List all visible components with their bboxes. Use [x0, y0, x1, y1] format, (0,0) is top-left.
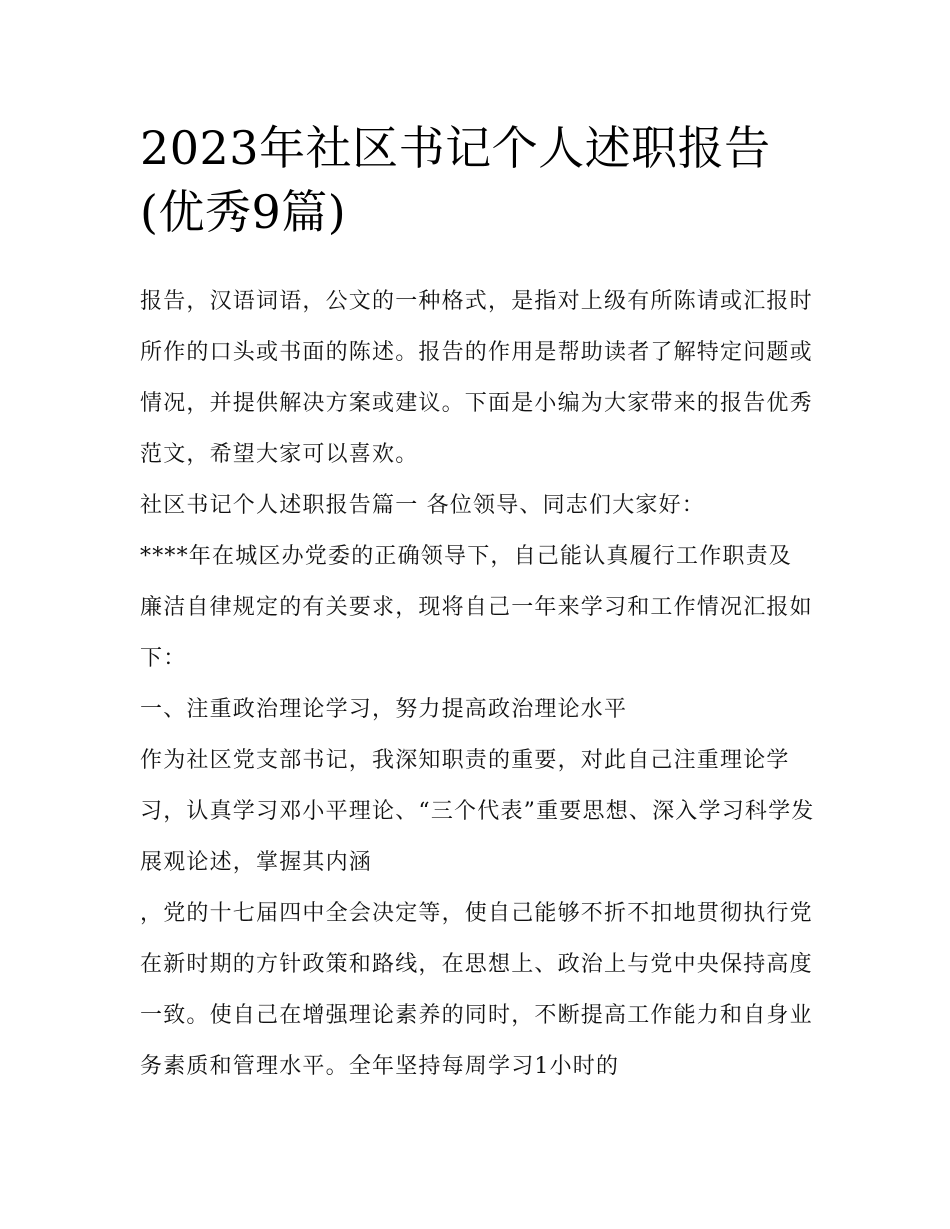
document-title: 2023年社区书记个人述职报告(优秀9篇)	[140, 121, 771, 239]
opening-paragraph: ****年在城区办党委的正确领导下，自己能认真履行工作职责及廉洁自律规定的有关要求，现将自己一年来学习和工作情况汇报如下：	[140, 544, 813, 671]
intro-paragraph: 报告，汉语词语，公文的一种格式，是指对上级有所陈请或汇报时所作的口头或书面的陈述。报告的作用是帮助读者了解特定问题或情况，并提供解决方案或建议。下面是小编为大家带来的报告优秀范文，希望大家可以喜欢。	[140, 289, 813, 467]
body-paragraph-continued: ，党的十七届四中全会决定等，使自己能够不折不扣地贯彻执行党在新时期的方针政策和路线，在思想上、政治上与党中央保持高度一致。使自己在增强理论素养的同时，不断提高工作能力和自身业务素质和管理水平。全年坚持每周学习1小时的	[140, 901, 813, 1079]
body-paragraph: 作为社区党支部书记，我深知职责的重要，对此自己注重理论学习，认真学习邓小平理论、“三个代表”重要思想、深入学习科学发展观论述，掌握其内涵	[140, 748, 815, 875]
section-heading-paragraph: 社区书记个人述职报告篇一 各位领导、同志们大家好：	[140, 493, 705, 518]
document-body	[140, 116, 815, 1092]
subsection-heading: 一、注重政治理论学习，努力提高政治理论水平	[140, 697, 628, 722]
